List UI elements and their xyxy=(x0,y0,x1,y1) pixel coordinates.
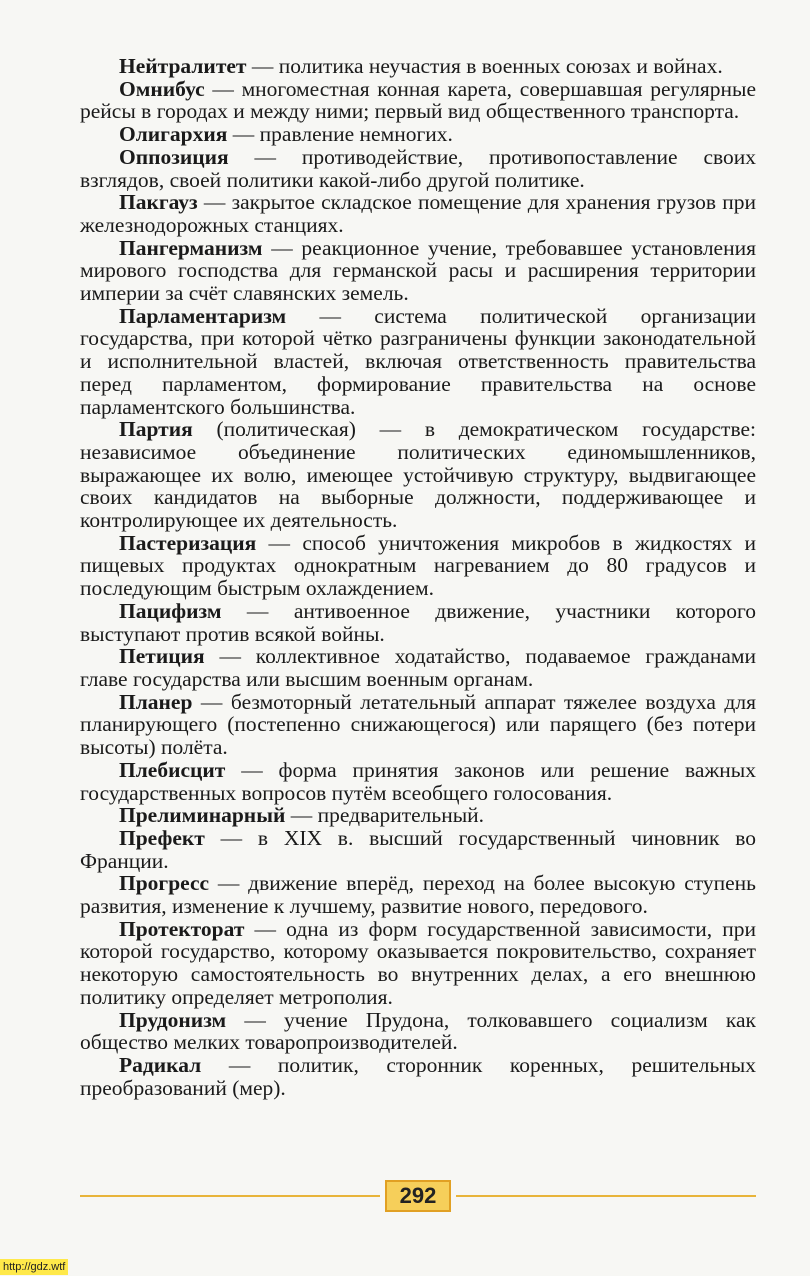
entry-definition: — способ уничтожения микробов в жидкостях и пищевых продуктах однократным нагреванием до 80 градусов и последующим быстрым охлаждением. xyxy=(80,530,756,601)
entry-definition: — система политической организации государства, при которой чётко разграничены функции законодательной и исполнительной властей, включая ответственность правительства перед парламентом, формирование правительства на основе парламентского большинства. xyxy=(80,303,756,419)
entry-term: Пангерманизм xyxy=(119,235,263,260)
entry-term: Пацифизм xyxy=(119,598,222,623)
glossary-entry xyxy=(80,804,756,827)
entry-definition: — реакционное учение, требовавшее установления мирового господства для германской расы и расширения территории империи за счёт славянских земель. xyxy=(80,235,756,306)
glossary-text xyxy=(80,55,756,1099)
entry-term: Нейтралитет xyxy=(119,54,247,78)
entry-term: Олигархия xyxy=(119,122,228,147)
glossary-entry xyxy=(80,305,756,419)
glossary-entry xyxy=(80,827,756,872)
entry-definition: — коллективное ходатайство, подаваемое гражданами главе государства или высшим военным органам. xyxy=(80,644,756,691)
entry-term: Партия xyxy=(119,417,193,442)
entry-definition: — одна из форм государственной зависимости, при которой государство, которому оказывается покровительство, сохраняет некоторую самостоятельность во внутренних делах, а его внешнюю политику определяет метрополия. xyxy=(80,916,756,1009)
page-footer xyxy=(80,1180,756,1214)
glossary-entry xyxy=(80,645,756,690)
entry-term: Парламентаризм xyxy=(119,303,287,328)
footer-rule-left xyxy=(80,1195,380,1197)
entry-definition: — противодействие, противопоставление своих взглядов, своей политики какой-либо другой политике. xyxy=(80,144,756,192)
glossary-entry xyxy=(80,191,756,236)
entry-term: Протекторат xyxy=(119,916,245,941)
footer-rule-right xyxy=(456,1195,756,1197)
glossary-entry xyxy=(80,918,756,1009)
entry-definition: — политик, сторонник коренных, решительных преобразований (мер). xyxy=(80,1052,756,1100)
entry-definition: — в XIX в. высший государственный чиновник во Франции. xyxy=(80,825,756,873)
page-number-badge: 292 xyxy=(385,1180,451,1212)
glossary-entry xyxy=(80,55,756,78)
glossary-entry xyxy=(80,1054,756,1099)
entry-term: Петиция xyxy=(119,644,205,669)
entry-term: Омнибус xyxy=(119,76,205,101)
watermark-link[interactable]: http://gdz.wtf xyxy=(0,1259,68,1275)
glossary-entry xyxy=(80,146,756,191)
entry-definition: — предварительный. xyxy=(285,803,485,828)
entry-term: Пастеризация xyxy=(119,530,257,555)
glossary-entry xyxy=(80,691,756,759)
glossary-entry xyxy=(80,123,756,146)
entry-term: Радикал xyxy=(119,1052,202,1077)
entry-term: Прудонизм xyxy=(119,1007,227,1032)
entry-definition: (политическая) — в демократическом государстве: независимое объединение политических единомышленников, выражающее их волю, имеющее устойчивую структуру, выдвигающее своих кандидатов на выборные должности, поддерживающее и контролирующее их деятельность. xyxy=(80,417,756,533)
entry-definition: — политика неучастия в военных союзах и войнах. xyxy=(246,54,723,78)
entry-term: Пакгауз xyxy=(119,190,198,215)
entry-term: Префект xyxy=(119,825,205,850)
glossary-entry xyxy=(80,600,756,645)
entry-term: Плебисцит xyxy=(119,757,226,782)
glossary-entry xyxy=(80,1009,756,1054)
glossary-entry xyxy=(80,418,756,532)
entry-definition: — форма принятия законов или решение важных государственных вопросов путём всеобщего голосования. xyxy=(80,757,756,805)
entry-term: Прелиминарный xyxy=(119,803,286,828)
entry-definition: — многоместная конная карета, совершавшая регулярные рейсы в городах и между ними; первый вид общественного транспорта. xyxy=(80,76,756,124)
glossary-entry xyxy=(80,237,756,305)
entry-definition: — антивоенное движение, участники которого выступают против всякой войны. xyxy=(80,598,756,646)
entry-definition: — правление немногих. xyxy=(227,122,453,147)
entry-term: Планер xyxy=(119,689,193,714)
entry-term: Прогресс xyxy=(119,871,210,896)
entry-definition: — закрытое складское помещение для хранения грузов при железнодорожных станциях. xyxy=(80,190,756,237)
entry-definition: — движение вперёд, переход на более высокую ступень развития, изменение к лучшему, развитие нового, передового. xyxy=(80,871,756,919)
glossary-entry xyxy=(80,78,756,123)
glossary-entry xyxy=(80,872,756,917)
glossary-entry xyxy=(80,759,756,804)
entry-term: Оппозиция xyxy=(119,144,229,169)
entry-definition: — безмоторный летательный аппарат тяжелее воздуха для планирующего (постепенно снижающегося) или парящего (без потери высоты) полёта. xyxy=(80,689,756,760)
entry-definition: — учение Прудона, толковавшего социализм как общество мелких товаропроизводителей. xyxy=(80,1007,756,1055)
glossary-entry xyxy=(80,532,756,600)
